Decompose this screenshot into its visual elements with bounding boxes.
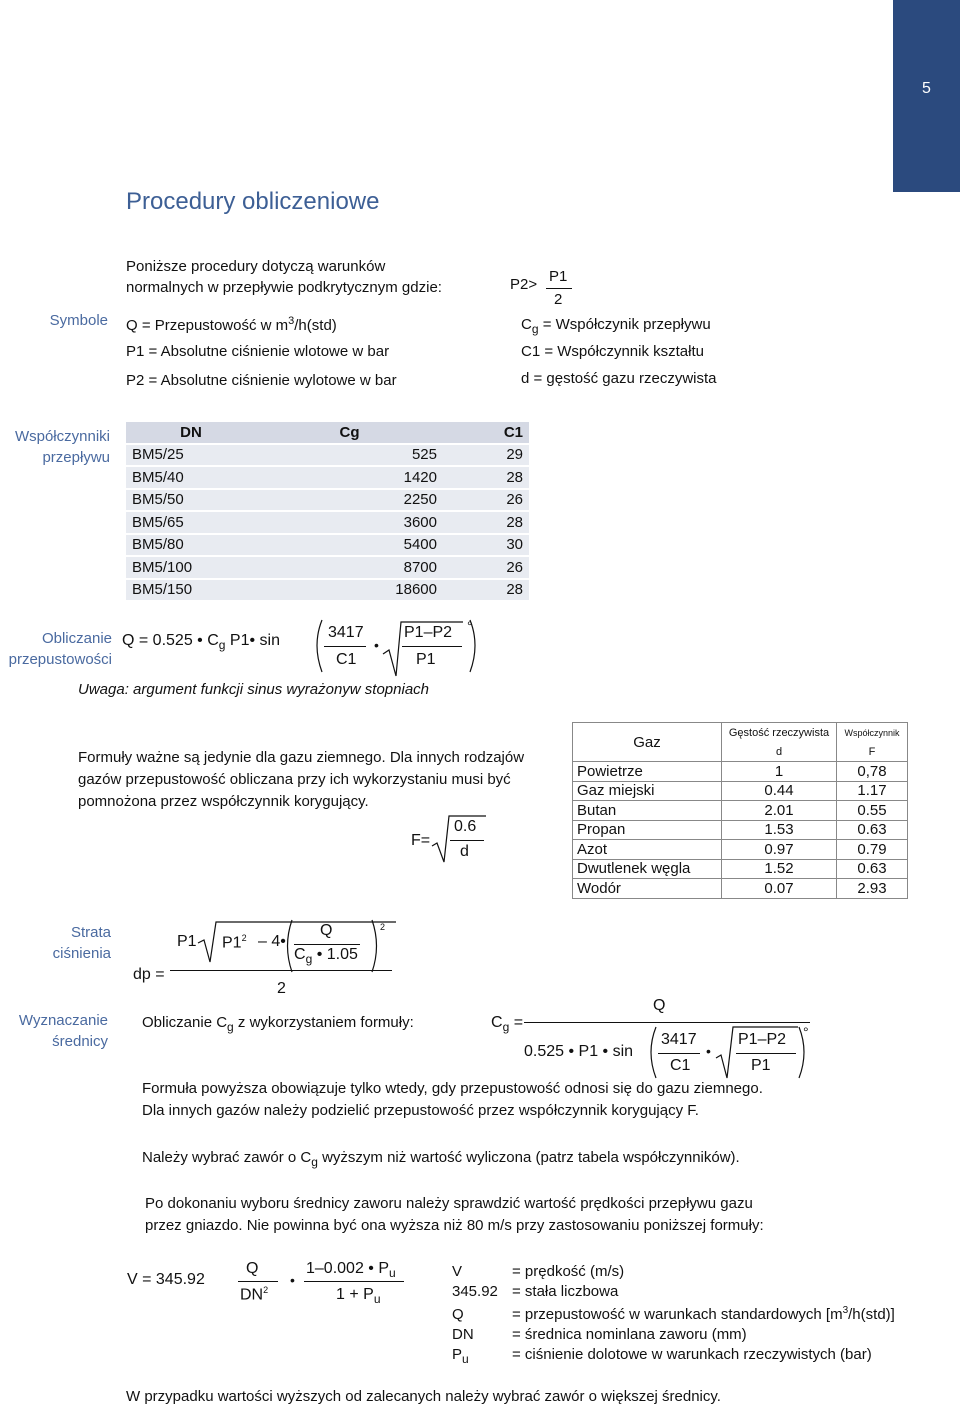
section-label-wspolczynniki: Współczynniki przepływu bbox=[14, 428, 110, 466]
cell-cg: 2250 bbox=[256, 489, 443, 512]
square-root-sign bbox=[383, 622, 463, 676]
cell-cg: 525 bbox=[256, 444, 443, 467]
cell-dn: BM5/65 bbox=[126, 511, 256, 534]
formula-cg-root-denominator: P1 bbox=[751, 1057, 771, 1074]
cell-cg: 3600 bbox=[256, 511, 443, 534]
cell-gas: Azot bbox=[573, 840, 722, 860]
cell-cg: 1420 bbox=[256, 466, 443, 489]
cell-density: 1.52 bbox=[722, 859, 837, 879]
right-parenthesis bbox=[372, 920, 377, 972]
cell-gas: Butan bbox=[573, 801, 722, 821]
intro-text: Poniższe procedury dotyczą warunków normalnych w przepływie podkrytycznym gdzie: bbox=[126, 258, 442, 296]
cell-density: 0.44 bbox=[722, 781, 837, 801]
cell-factor: 1.17 bbox=[837, 781, 908, 801]
formula-q-numerator: 3417 bbox=[328, 624, 364, 641]
final-note: W przypadku wartości wyższych od zalecanych należy wybrać zawór o większej średnicy. bbox=[126, 1388, 721, 1405]
section-label-strata: Strata ciśnienia bbox=[52, 924, 111, 962]
cell-cg: 5400 bbox=[256, 534, 443, 557]
cell-factor: 0.55 bbox=[837, 801, 908, 821]
cell-c1: 28 bbox=[443, 579, 529, 602]
cell-gas: Propan bbox=[573, 820, 722, 840]
column-header-factor: Współczynnik F bbox=[837, 723, 908, 762]
formula-dp-square: 2 bbox=[380, 922, 386, 932]
formula-cg-numerator: Q bbox=[653, 997, 666, 1014]
left-parenthesis bbox=[288, 920, 293, 972]
formula-cg-root-numerator: P1–P2 bbox=[738, 1031, 787, 1048]
column-header-cg: Cg bbox=[256, 422, 443, 444]
symbol-c1-definition: C1 = Współczynnik kształtu bbox=[521, 343, 704, 360]
cell-gas: Dwutlenek węgla bbox=[573, 859, 722, 879]
formula-q-lhs: Q = 0.525 • $C_g$ P1• sin bbox=[122, 632, 280, 653]
uwaga-note: Uwaga: argument funkcji sinus wyrażonyw stopniach bbox=[78, 681, 429, 698]
degree-sign: ° bbox=[803, 1024, 809, 1040]
section-label-obliczanie: Obliczanie przepustowości bbox=[8, 630, 112, 668]
column-header-dn: DN bbox=[126, 422, 256, 444]
p2-condition-label: P2> bbox=[510, 276, 538, 293]
cell-c1: 26 bbox=[443, 489, 529, 512]
cell-dn: BM5/80 bbox=[126, 534, 256, 557]
formula-cg-denominator: 0.525 • P1 • sin bbox=[524, 1043, 634, 1060]
formula-v-lhs: V = 345.92 bbox=[127, 1271, 205, 1288]
formula-dp-four: – 4• bbox=[258, 933, 286, 950]
cell-c1: 26 bbox=[443, 556, 529, 579]
cell-c1: 28 bbox=[443, 466, 529, 489]
p2-condition-denominator: 2 bbox=[554, 291, 563, 308]
cell-c1: 29 bbox=[443, 444, 529, 467]
cell-density: 1.53 bbox=[722, 820, 837, 840]
right-parenthesis bbox=[470, 620, 475, 672]
formula-dp-cg: $C_g$ • 1.05 bbox=[294, 946, 358, 967]
dot-operator: • bbox=[290, 1272, 295, 1288]
cell-dn: BM5/40 bbox=[126, 466, 256, 489]
cell-factor: 2.93 bbox=[837, 879, 908, 899]
cell-factor: 0.63 bbox=[837, 820, 908, 840]
legend-row: $P_u$ = ciśnienie dolotowe w warunkach rzeczywistych (bar) bbox=[452, 1345, 872, 1366]
symbol-d-definition: d = gęstość gazu rzeczywista bbox=[521, 370, 717, 387]
dot-operator: • bbox=[374, 637, 379, 653]
legend-row: 345.92 = stała liczbowa bbox=[452, 1282, 619, 1300]
square-root-sign bbox=[432, 816, 486, 862]
cell-gas: Wodór bbox=[573, 879, 722, 899]
legend-row: DN = średnica nominlana zaworu (mm) bbox=[452, 1326, 747, 1344]
cell-cg: 8700 bbox=[256, 556, 443, 579]
column-header-density: Gęstość rzeczywista d bbox=[722, 723, 837, 762]
legend-row: V = prędkość (m/s) bbox=[452, 1263, 625, 1280]
formula-v-dn: $DN^2$ bbox=[240, 1285, 269, 1304]
section-label-symbole: Symbole bbox=[49, 312, 108, 329]
column-header-gaz: Gaz bbox=[573, 723, 722, 762]
formula-f-numerator: 0.6 bbox=[454, 818, 477, 835]
cell-dn: BM5/50 bbox=[126, 489, 256, 512]
cell-cg: 18600 bbox=[256, 579, 443, 602]
formula-dp-denominator: 2 bbox=[277, 980, 286, 997]
cell-density: 0.07 bbox=[722, 879, 837, 899]
dot-operator: • bbox=[706, 1043, 711, 1059]
formula-dp-p1: P1 bbox=[177, 933, 197, 950]
cell-c1: 28 bbox=[443, 511, 529, 534]
cell-c1: 30 bbox=[443, 534, 529, 557]
right-parenthesis bbox=[799, 1027, 804, 1078]
square-root-sign bbox=[716, 1027, 798, 1078]
formula-dp-q: Q bbox=[320, 922, 333, 939]
symbol-p2-definition: P2 = Absolutne ciśnienie wylotowe w bar bbox=[126, 372, 397, 389]
valve-selection-note: Należy wybrać zawór o $C_g$ wyższym niż wartość wyliczona (patrz tabela współczynników). bbox=[142, 1149, 740, 1169]
square-root-sign bbox=[198, 922, 396, 962]
formula-cg-intro: Obliczanie $C_g$ z wykorzystaniem formuły: bbox=[142, 1014, 414, 1034]
cell-factor: 0.63 bbox=[837, 859, 908, 879]
symbol-p1-definition: P1 = Absolutne ciśnienie wlotowe w bar bbox=[126, 343, 390, 360]
degree-sign: ° bbox=[467, 618, 473, 634]
cell-density: 2.01 bbox=[722, 801, 837, 821]
formula-dp-p1b: $P1^2$ bbox=[222, 933, 247, 952]
cell-factor: 0.79 bbox=[837, 840, 908, 860]
cell-dn: BM5/150 bbox=[126, 579, 256, 602]
formula-cg-inner-denominator: C1 bbox=[670, 1057, 691, 1074]
formula-v-q: Q bbox=[246, 1260, 259, 1277]
cell-gas: Powietrze bbox=[573, 762, 722, 782]
velocity-check-note: Po dokonaniu wyboru średnicy zaworu należy sprawdzić wartość prędkości przepływu gazu przez gniazdo. Nie powinna być ona wyższa niż 80 m/s przy zastosowaniu poniższej formuły: bbox=[145, 1195, 764, 1234]
formula-q-root-numerator: P1–P2 bbox=[404, 624, 453, 641]
natural-gas-formula-note: Formuła powyższa obowiązuje tylko wtedy, gdy przepustowość odnosi się do gazu ziemnego. Dla innych gazów należy podzielić przepustowość przez współczynnik korygujący F. bbox=[142, 1080, 763, 1119]
cell-dn: BM5/25 bbox=[126, 444, 256, 467]
cell-gas: Gaz miejski bbox=[573, 781, 722, 801]
formula-cg-inner-numerator: 3417 bbox=[661, 1031, 697, 1048]
section-label-wyznaczanie: Wyznaczanie średnicy bbox=[18, 1012, 108, 1050]
legend-row: Q = przepustowość w warunkach standardowych $[m^3/h(std)]$ bbox=[452, 1305, 895, 1324]
formula-f-denominator: d bbox=[460, 843, 469, 860]
cell-density: 0.97 bbox=[722, 840, 837, 860]
formula-dp-lhs: dp = bbox=[133, 966, 165, 983]
formula-q-root-denominator: P1 bbox=[416, 651, 436, 668]
cell-dn: BM5/100 bbox=[126, 556, 256, 579]
cell-factor: 0,78 bbox=[837, 762, 908, 782]
page-title: Procedury obliczeniowe bbox=[126, 188, 380, 215]
cell-density: 1 bbox=[722, 762, 837, 782]
formula-cg-lhs: $C_g$ = bbox=[491, 1014, 524, 1035]
formula-f-lhs: F= bbox=[411, 832, 431, 849]
formula-v-numerator: 1–0.002 • $P_u$ bbox=[306, 1260, 396, 1281]
formula-q-denominator: C1 bbox=[336, 651, 357, 668]
left-parenthesis bbox=[317, 620, 322, 672]
page-number: 5 bbox=[922, 80, 931, 97]
symbol-cg-definition: $C_g$ = Współczynik przepływu bbox=[521, 316, 711, 336]
natural-gas-note: Formuły ważne są jedynie dla gazu ziemnego. Dla innych rodzajów gazów przepustowość obliczana przy ich wykorzystaniu musi być pomnożona przez współczynnik korygujący. bbox=[78, 749, 525, 810]
left-parenthesis bbox=[651, 1027, 656, 1078]
column-header-c1: C1 bbox=[443, 422, 529, 444]
symbol-q-definition: Q = Przepustowość w $m^3/h(std)$ bbox=[126, 315, 337, 334]
p2-condition-numerator: P1 bbox=[549, 268, 568, 285]
formula-v-denominator: $1 + P_u$ bbox=[336, 1286, 381, 1307]
